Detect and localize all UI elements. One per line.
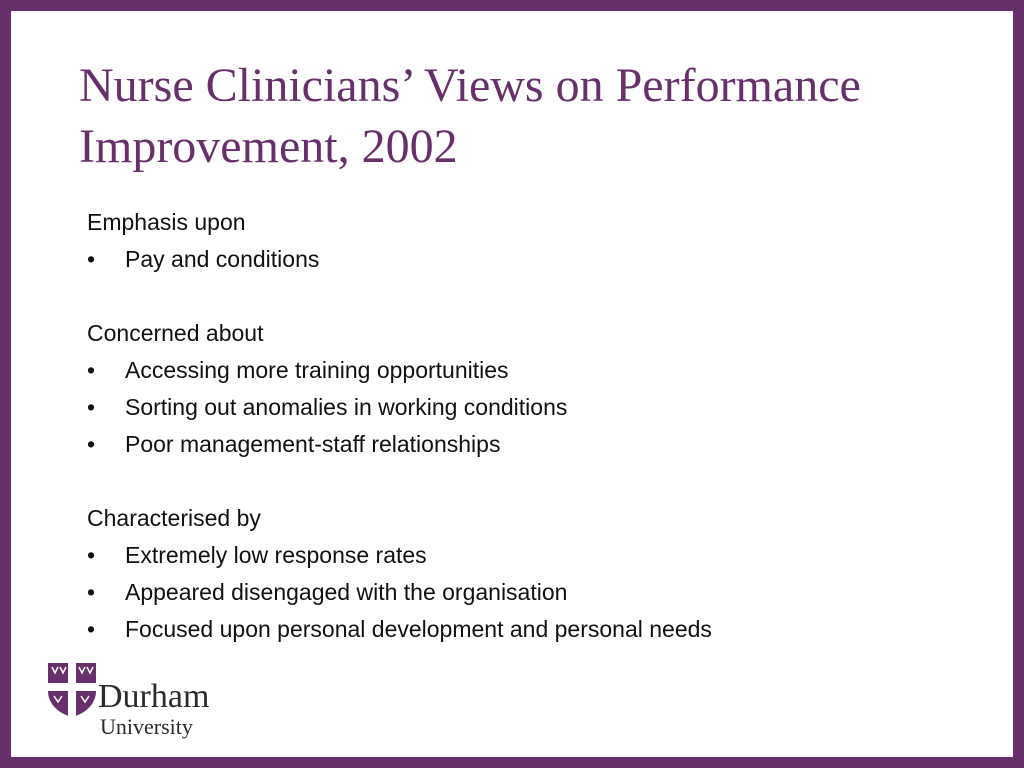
bullet-icon: •: [87, 246, 96, 272]
list-item: [87, 574, 967, 611]
list-item: [87, 241, 967, 278]
list-item: [87, 611, 967, 648]
list-item-text: Sorting out anomalies in working conditions: [125, 394, 568, 420]
section-characterised: [87, 500, 967, 648]
bullet-icon: •: [87, 431, 96, 457]
list-item: [87, 352, 967, 389]
bullet-icon: •: [87, 542, 96, 568]
list-item-text: Pay and conditions: [125, 246, 320, 272]
list-item-text: Accessing more training opportunities: [125, 357, 509, 383]
bullet-icon: •: [87, 616, 96, 642]
slide-title-line-2: Improvement, 2002: [79, 120, 458, 173]
list-item-text: Focused upon personal development and personal needs: [125, 616, 712, 642]
logo-wordmark-durham: Durham: [98, 678, 210, 715]
section-heading: Characterised by: [87, 505, 261, 531]
list-item: [87, 426, 967, 463]
bullet-list: [87, 241, 967, 278]
slide-title: [79, 55, 979, 177]
bullet-icon: •: [87, 357, 96, 383]
slide-title-line-1: Nurse Clinicians’ Views on Performance: [79, 59, 861, 112]
list-item: [87, 389, 967, 426]
bullet-list: [87, 352, 967, 463]
section-concerned: [87, 315, 967, 463]
logo-wordmark-university: University: [100, 714, 193, 739]
durham-university-logo: [46, 661, 246, 751]
bullet-icon: •: [87, 394, 96, 420]
section-heading: Emphasis upon: [87, 209, 246, 235]
bullet-list: [87, 537, 967, 648]
list-item-text: Appeared disengaged with the organisation: [125, 579, 568, 605]
section-heading: Concerned about: [87, 320, 264, 346]
list-item: [87, 537, 967, 574]
slide-body: [87, 204, 967, 648]
bullet-icon: •: [87, 579, 96, 605]
durham-crest-icon: [46, 661, 98, 719]
section-emphasis: [87, 204, 967, 278]
list-item-text: Poor management-staff relationships: [125, 431, 501, 457]
list-item-text: Extremely low response rates: [125, 542, 427, 568]
